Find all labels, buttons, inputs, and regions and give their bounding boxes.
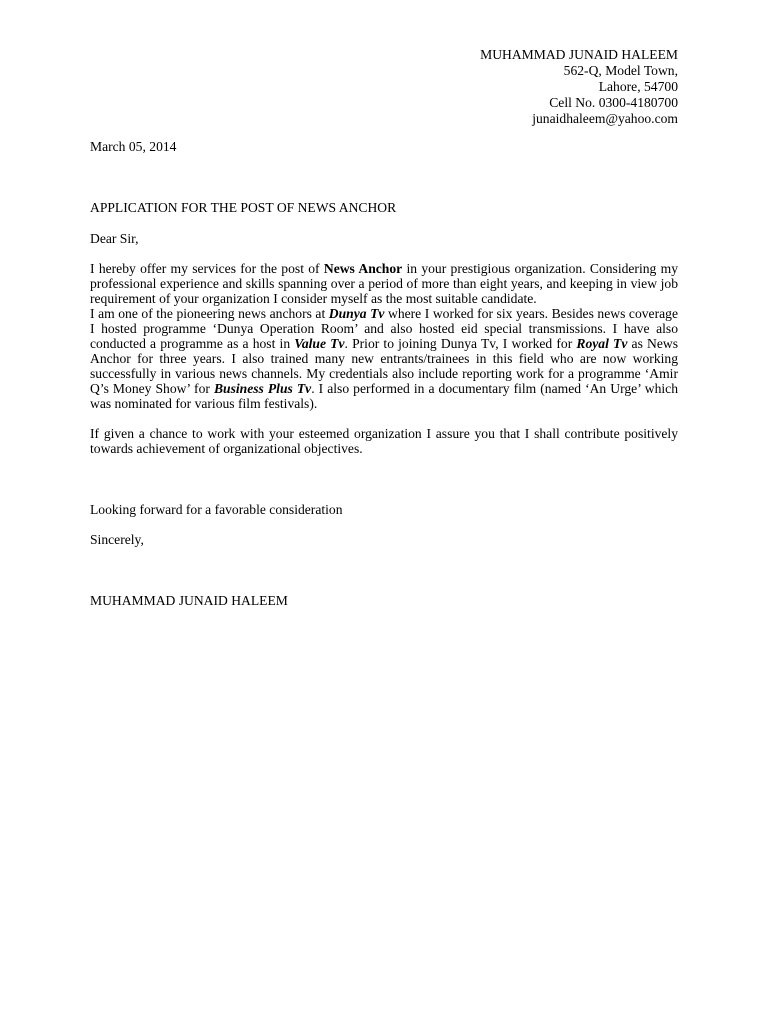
paragraph-intro-text-1: I hereby offer my services for the post of — [90, 261, 324, 276]
sender-name: MUHAMMAD JUNAID HALEEM — [480, 47, 678, 62]
closing-line: Looking forward for a favorable consideration — [90, 502, 343, 517]
channel-dunya-tv: Dunya Tv — [328, 306, 385, 321]
letter-subject: APPLICATION FOR THE POST OF NEWS ANCHOR — [90, 200, 397, 215]
position-title: News Anchor — [323, 261, 403, 276]
paragraph-experience — [90, 306, 678, 411]
salutation: Dear Sir, — [90, 231, 139, 246]
letter-body — [90, 261, 678, 456]
paragraph-intro — [90, 261, 678, 306]
paragraph-experience-text-1: I am one of the pioneering news anchors at — [90, 306, 329, 321]
paragraph-intro-text-2: in your prestigious organization. Considering my professional experience and skills spanning over a period of more than eight years, and keeping in view job requirement of your organization I consider myself as the most suitable candidate. — [90, 261, 678, 306]
paragraph-assurance: If given a chance to work with your esteemed organization I assure you that I shall contribute positively towards achievement of organizational objectives. — [90, 426, 678, 456]
letter-date: March 05, 2014 — [90, 139, 177, 154]
paragraph-experience-text-5: . I also performed in a documentary film (named ‘An Urge’ which was nominated for various film festivals). — [90, 381, 679, 411]
sender-email: junaidhaleem@yahoo.com — [532, 111, 678, 126]
paragraph-experience-text-4: as News Anchor for three years. I also trained many new entrants/trainees in this field who are now working successfully in various news channels. My credentials also include reporting work for a programme ‘Amir Q’s Money Show’ for — [90, 336, 678, 396]
sign-off: Sincerely, — [90, 532, 144, 547]
sender-address-line1: 562-Q, Model Town, — [563, 63, 678, 78]
paragraph-experience-text-2: where I worked for six years. Besides news coverage I hosted programme ‘Dunya Operation Room’ and also hosted eid special transmissions. I have also conducted a programme as a host in — [90, 306, 678, 351]
channel-business-plus-tv: Business Plus Tv — [213, 381, 312, 396]
channel-royal-tv: Royal Tv — [576, 336, 628, 351]
sender-block — [480, 47, 678, 127]
paragraph-experience-text-3: . Prior to joining Dunya Tv, I worked for — [344, 336, 577, 351]
channel-value-tv: Value Tv — [294, 336, 345, 351]
signature-name: MUHAMMAD JUNAID HALEEM — [90, 593, 288, 608]
sender-phone: Cell No. 0300-4180700 — [549, 95, 678, 110]
sender-address-line2: Lahore, 54700 — [598, 79, 678, 94]
